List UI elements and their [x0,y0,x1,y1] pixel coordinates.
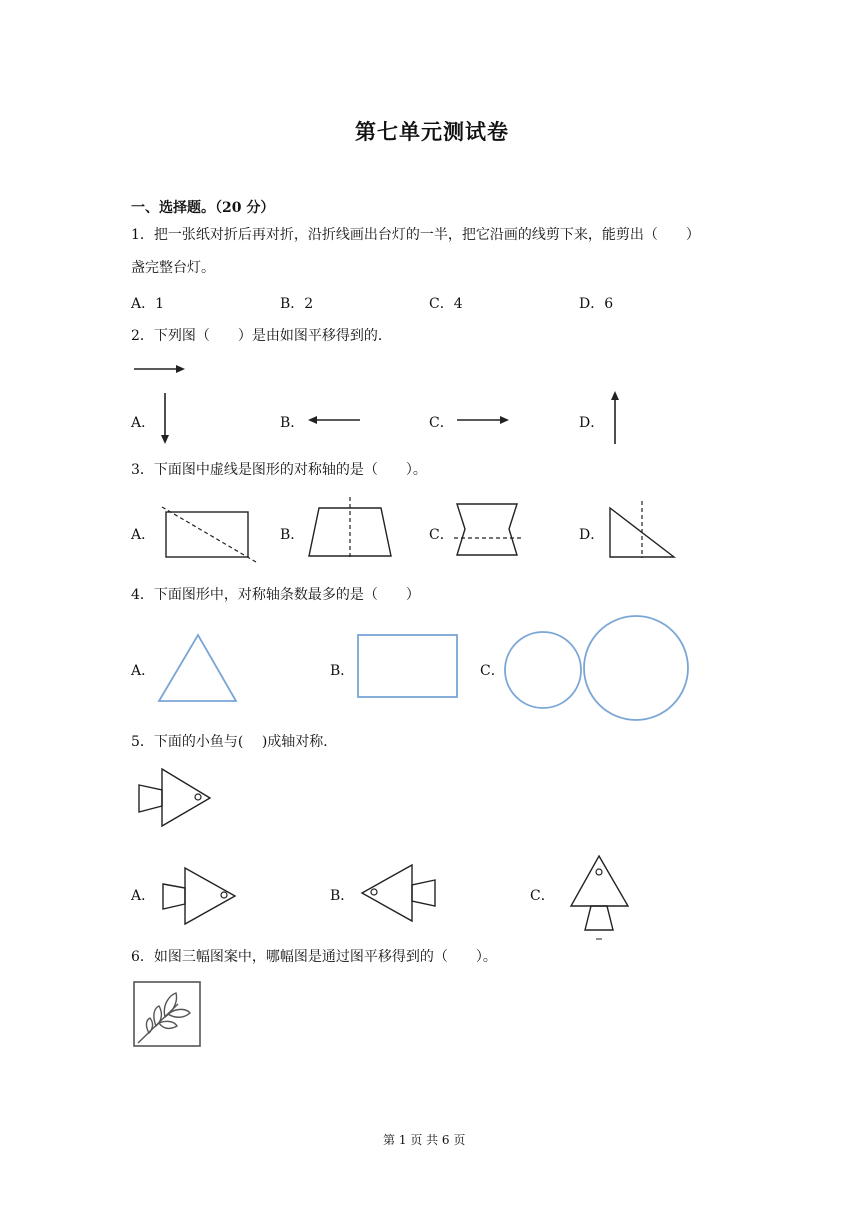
question-4-option-a[interactable]: A． [131,663,156,679]
fish-right-figure [160,865,240,927]
question-5-option-a[interactable]: A． [131,888,156,904]
question-4-text: 4．下面图形中，对称轴条数最多的是（ ） [131,587,420,603]
question-2-option-a[interactable]: A． [131,415,156,431]
fish-left-figure [360,862,440,924]
question-5-option-b[interactable]: B． [330,888,355,904]
question-3-option-a[interactable]: A． [131,527,156,543]
down-arrow-figure [157,392,173,446]
fish-upward-figure [568,853,634,941]
question-2-option-b[interactable]: B． [280,415,305,431]
question-2-option-d[interactable]: D． [579,415,605,431]
two-circles-figure [503,613,691,725]
question-1-option-c[interactable]: C．4 [429,296,463,312]
question-3-option-c[interactable]: C． [429,527,454,543]
section-heading: 一、选择题。（20 分） [131,200,275,216]
left-arrow-figure [306,413,362,427]
trapezoid-dashed-axis-figure [305,496,395,558]
question-2-option-c[interactable]: C． [429,415,454,431]
question-3-option-b[interactable]: B． [280,527,305,543]
question-2-text: 2．下列图（ ）是由如图平移得到的． [131,328,392,344]
question-3-option-d[interactable]: D． [579,527,605,543]
page-footer: 第 1 页 共 6 页 [383,1133,466,1147]
question-1-line-2: 盏完整台灯。 [131,260,215,276]
question-3-text: 3．下面图中虚线是图形的对称轴的是（ ）。 [131,462,427,478]
question-4-option-c[interactable]: C． [480,663,505,679]
question-1-option-d[interactable]: D．6 [579,296,614,312]
rectangle-diagonal-dashed-figure [160,505,260,565]
question-4-option-b[interactable]: B． [330,663,355,679]
question-1-option-a[interactable]: A．1 [131,296,165,312]
reference-fish-figure [136,767,216,829]
triangle-figure [156,632,240,704]
question-5-option-c[interactable]: C． [530,888,555,904]
up-arrow-figure [607,390,623,446]
right-arrow-figure [456,413,512,427]
question-1-option-b[interactable]: B．2 [280,296,314,312]
question-1-line-1: 1．把一张纸对折后再对折，沿折线画出台灯的一半，把它沿画的线剪下来，能剪出（ ） [131,227,700,243]
right-triangle-dashed-figure [606,500,680,560]
hourglass-shape-dashed-figure [453,502,525,558]
question-6-text: 6．如图三幅图案中，哪幅图是通过图平移得到的（ ）。 [131,949,497,965]
reference-right-arrow-figure [133,362,188,376]
rectangle-figure [356,633,460,699]
page-title: 第七单元测试卷 [355,120,509,144]
leaf-pattern-figure [132,980,204,1050]
question-5-text: 5．下面的小鱼与( )成轴对称． [131,734,338,750]
